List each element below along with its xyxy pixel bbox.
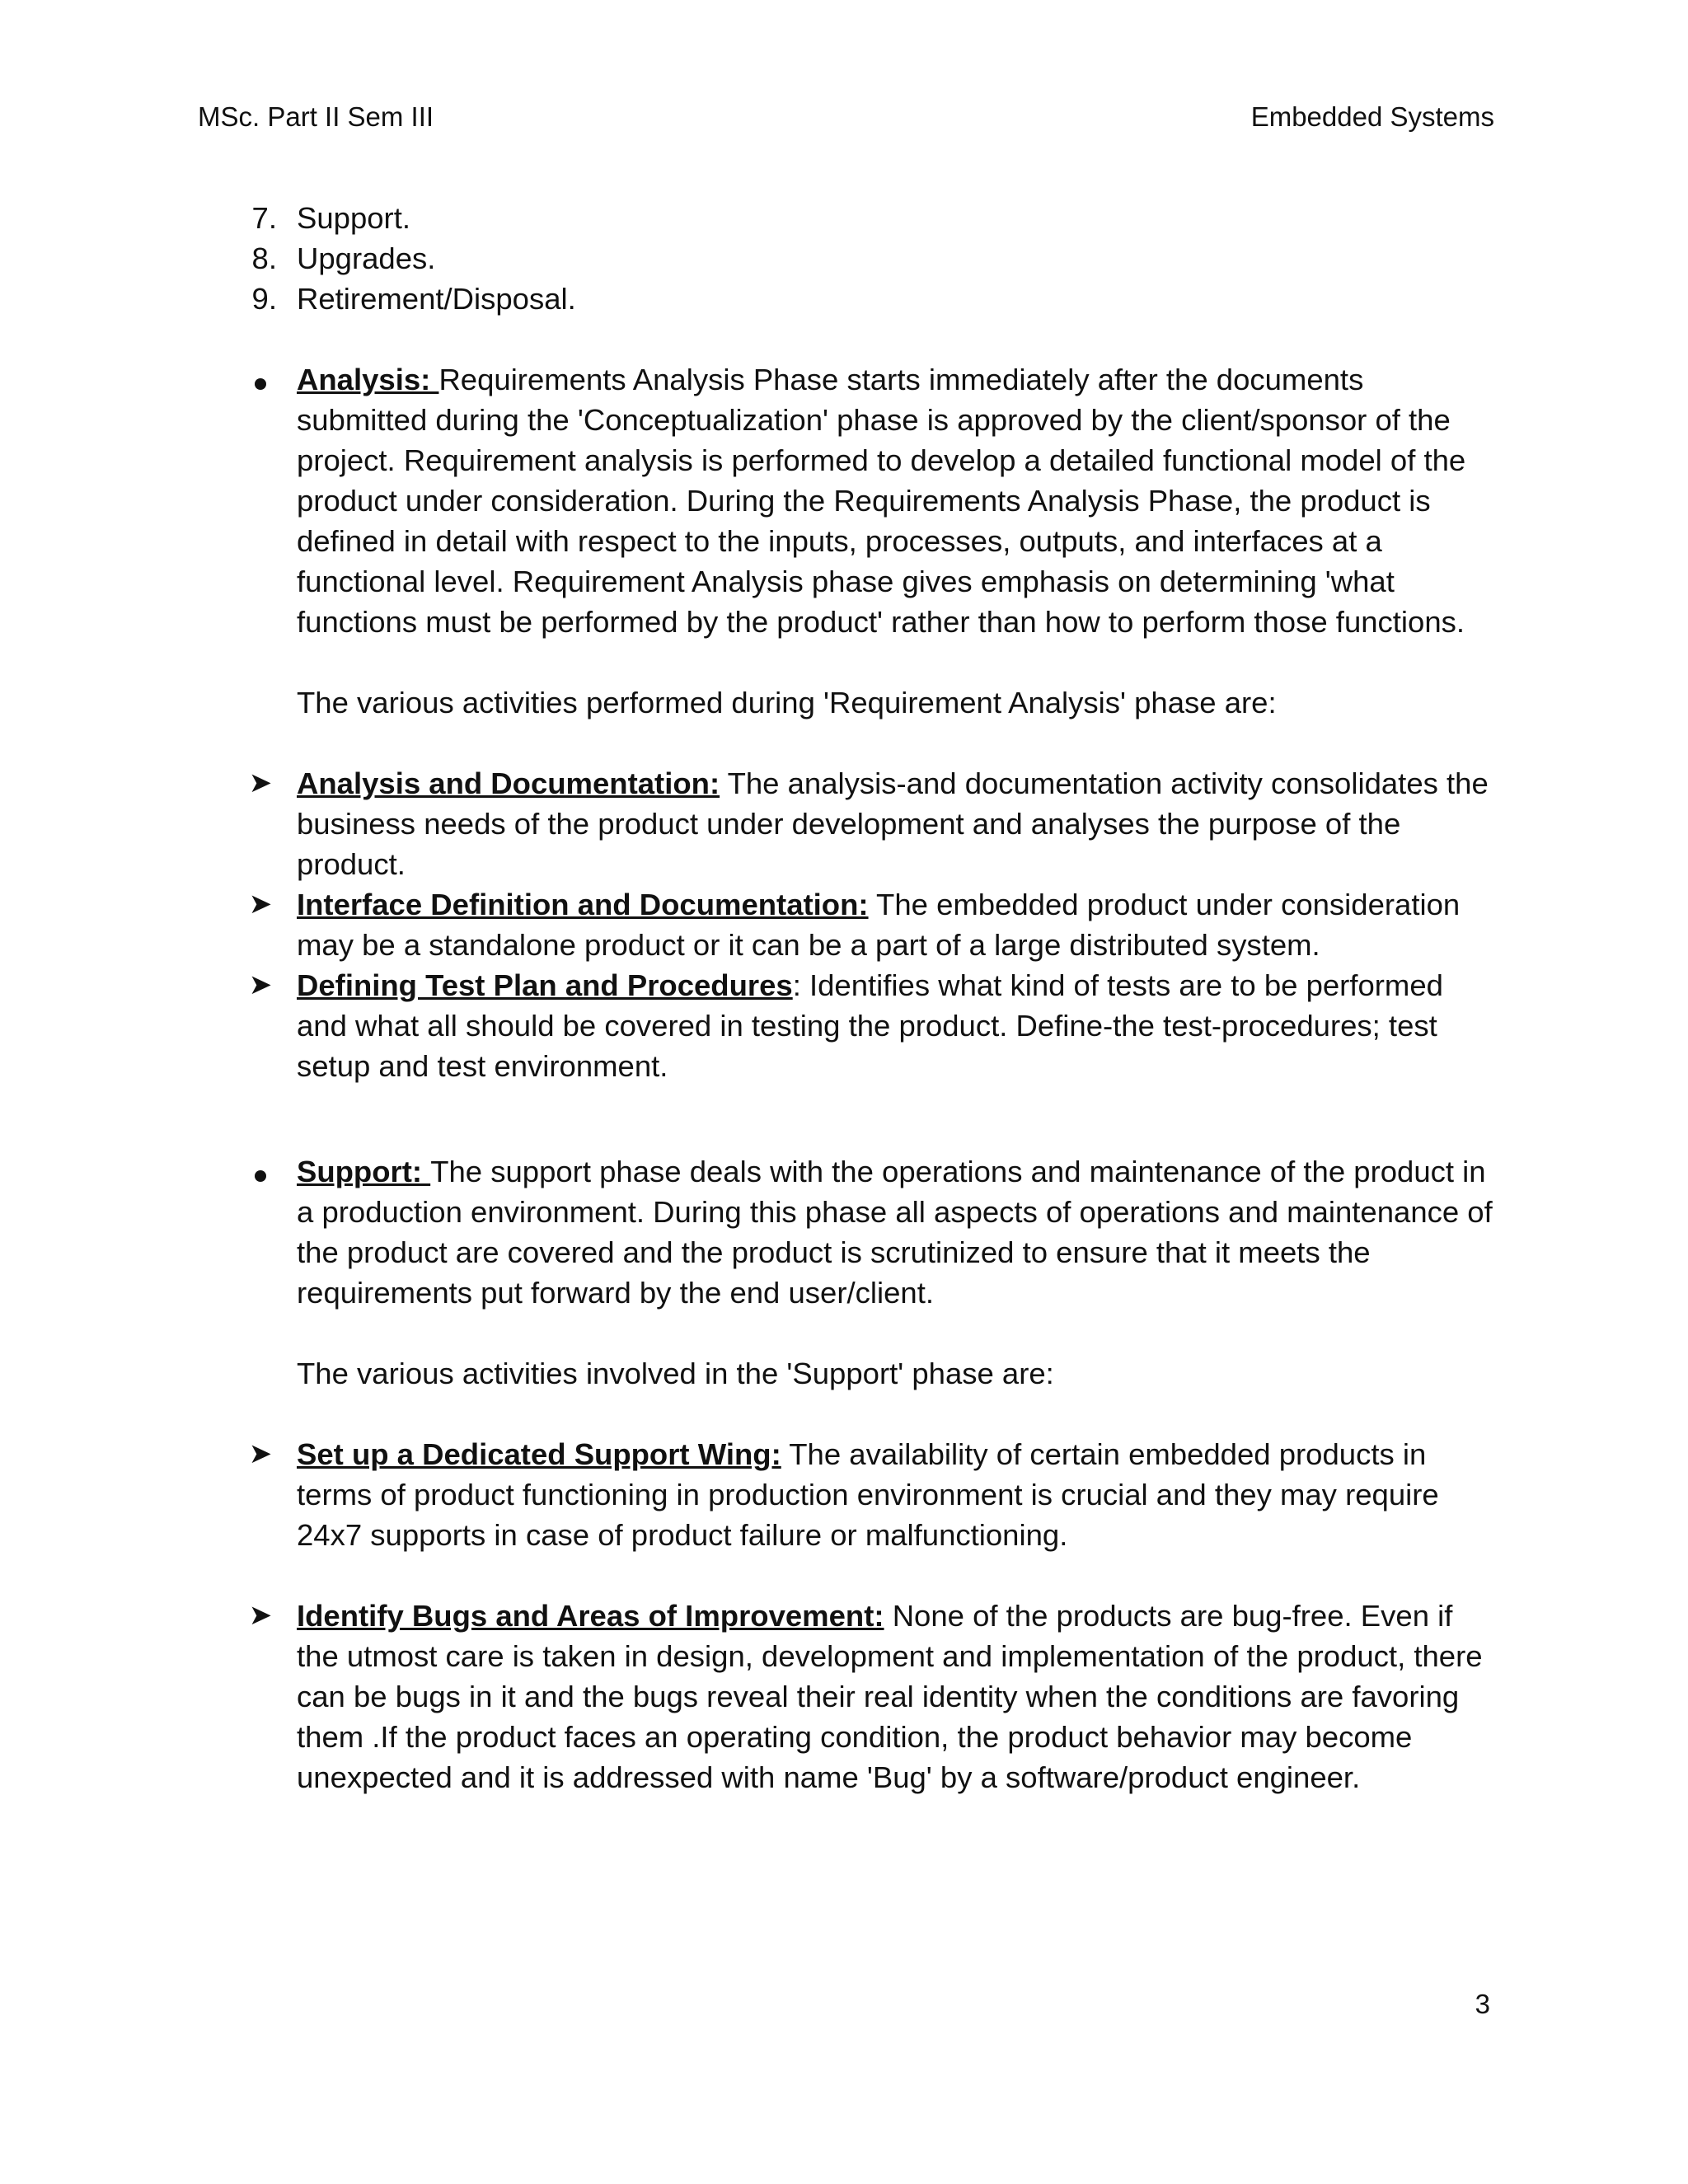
- activity-term: Set up a Dedicated Support Wing:: [297, 1437, 781, 1471]
- list-item: [244, 238, 1497, 279]
- arrow-bullet-icon: ➤: [248, 1438, 273, 1469]
- list-number: 7.: [251, 201, 277, 235]
- activity-item: [244, 884, 1497, 965]
- bullet-icon: [244, 1151, 277, 1192]
- arrow-bullet-icon: ➤: [248, 969, 273, 1001]
- activity-text: The analysis-and documentation activity consolidates the business needs of the product under development and analyses the purpose of the product.: [297, 766, 1489, 881]
- list-item: [244, 279, 1497, 319]
- activity-item: [244, 965, 1497, 1086]
- activity-text: The embedded product under consideration may be a standalone product or it can be a part of a large distributed system.: [297, 888, 1461, 962]
- header-course: MSc. Part II Sem III: [198, 101, 434, 132]
- header-subject: Embedded Systems: [1250, 101, 1494, 132]
- activity-text: None of the products are bug-free. Even if the utmost care is taken in design, development and implementation of the product, there can be bugs in it and the bugs reveal their real identity when the conditions are favoring them .If the product faces an operating condition, the product behavior may become unexpected and it is addressed with name 'Bug' by a software/product engineer.: [297, 1599, 1483, 1794]
- page-body: [244, 198, 1497, 1797]
- section-text: Requirements Analysis Phase starts immediately after the documents submitted during the 'Conceptualization' phase is approved by the client/sponsor of the project. Requirement analysis is performed to develop a detailed functional model of the product under consideration. During the Requirements Analysis Phase, the product is defined in detail with respect to the inputs, processes, outputs, and interfaces at a functional level. Requirement Analysis phase gives emphasis on determining 'what functions must be performed by the product' rather than how to perform those functions.: [297, 363, 1466, 639]
- page-number: 3: [1475, 1989, 1490, 2019]
- activity-term: Analysis and Documentation:: [297, 766, 720, 800]
- bullet-icon: [244, 359, 277, 400]
- section-term: Support:: [297, 1155, 431, 1188]
- list-number: 8.: [251, 241, 277, 275]
- activity-term: Identify Bugs and Areas of Improvement:: [297, 1599, 884, 1633]
- activity-item: [244, 1596, 1497, 1797]
- arrow-bullet-icon: ➤: [248, 1600, 273, 1631]
- activity-term: Interface Definition and Documentation:: [297, 888, 869, 921]
- activity-item: [244, 763, 1497, 884]
- arrow-bullet-icon: ➤: [248, 767, 273, 799]
- support-section: [244, 1151, 1497, 1313]
- list-text: Support.: [297, 201, 410, 235]
- analysis-intro: The various activities performed during 'Requirement Analysis' phase are:: [297, 686, 1277, 719]
- list-number: 9.: [251, 282, 277, 316]
- section-text: The support phase deals with the operations and maintenance of the product in a production environment. During this phase all aspects of operations and maintenance of the product are covered and the product is scrutinized to ensure that it meets the requirements put forward by the end user/client.: [297, 1155, 1493, 1310]
- activity-term: Defining Test Plan and Procedures: [297, 968, 793, 1002]
- section-term: Analysis:: [297, 363, 439, 396]
- activity-item: [244, 1434, 1497, 1555]
- list-item: [244, 198, 1497, 238]
- activity-text: The availability of certain embedded products in terms of product functioning in production environment is crucial and they may require 24x7 supports in case of product failure or malfunctioning.: [297, 1437, 1439, 1552]
- analysis-section: [244, 359, 1497, 642]
- activity-text: : Identifies what kind of tests are to be performed and what all should be covered in testing the product. Define-the test-procedures; test setup and test environment.: [297, 968, 1443, 1083]
- support-intro: The various activities involved in the 'Support' phase are:: [297, 1357, 1054, 1390]
- list-text: Retirement/Disposal.: [297, 282, 576, 316]
- phase-list: [244, 198, 1497, 319]
- list-text: Upgrades.: [297, 241, 436, 275]
- arrow-bullet-icon: ➤: [248, 888, 273, 920]
